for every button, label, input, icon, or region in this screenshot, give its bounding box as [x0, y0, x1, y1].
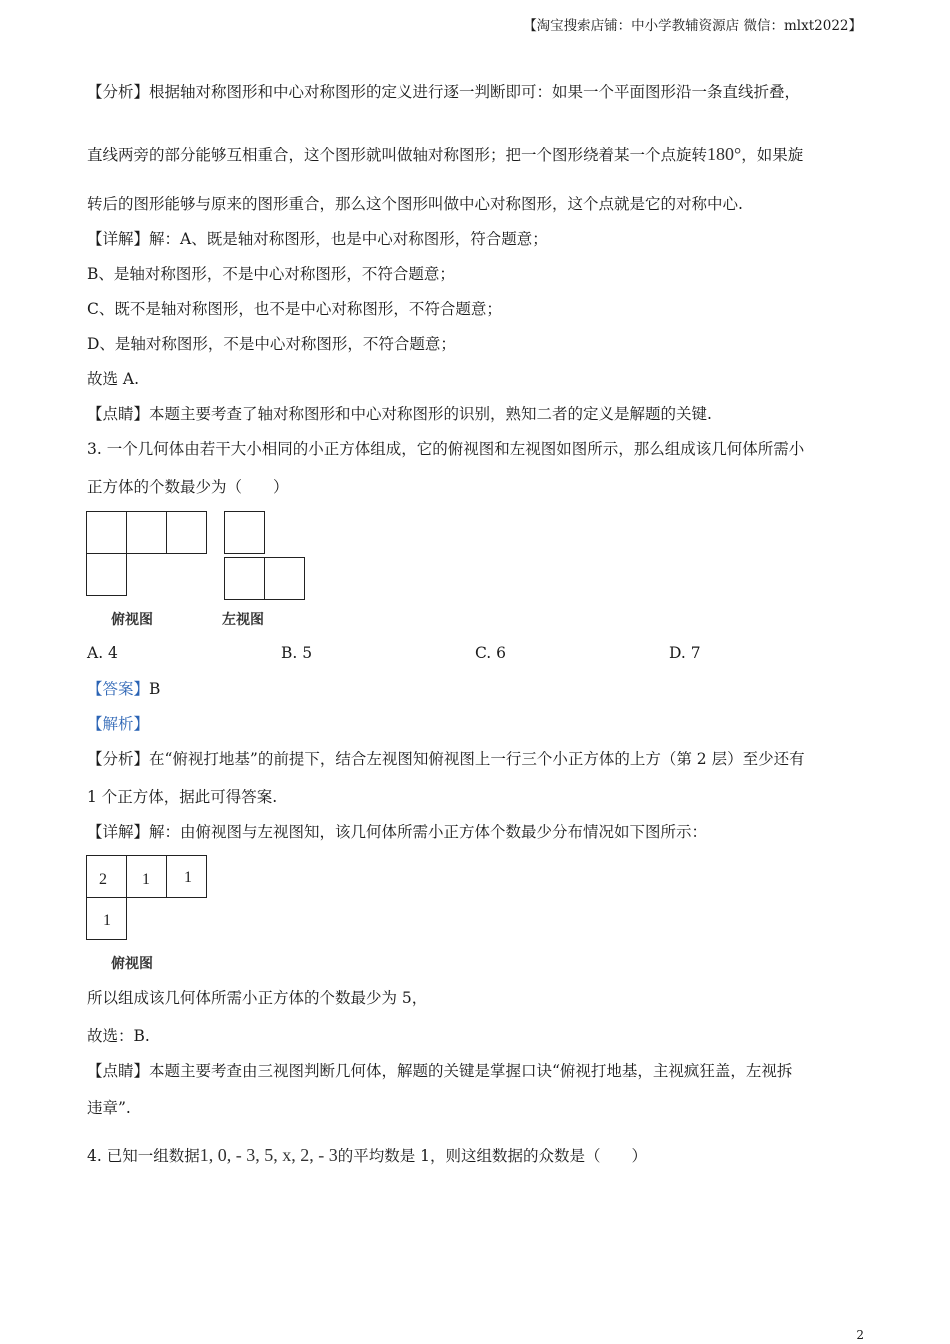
left-view-cell: [224, 511, 265, 554]
option-b: B. 5: [281, 644, 313, 662]
detail2-choose: 故选 A.: [87, 370, 140, 388]
top-view-cell: [166, 511, 207, 554]
cell-number: 1: [103, 912, 111, 929]
detail2-c: C、既不是轴对称图形，也不是中心对称图形，不符合题意；: [87, 300, 502, 318]
top-view-cell: [126, 511, 167, 554]
option-c: C. 6: [475, 644, 507, 662]
detail2-a: 【详解】解：A、既是轴对称图形，也是中心对称图形，符合题意；: [87, 230, 548, 248]
answer-label: 【答案】: [87, 680, 150, 698]
analysis2-line2-text: 直线两旁的部分能够互相重合，这个图形就叫做轴对称图形；把一个图形绕着某一个点旋转: [87, 146, 708, 164]
left-view-cell: [264, 557, 305, 600]
cell-number: 1: [142, 871, 150, 888]
analysis2-line1: 【分析】根据轴对称图形和中心对称图形的定义进行逐一判断即可：如果一个平面图形沿一条直线折叠，: [87, 83, 801, 101]
option-a: A. 4: [87, 644, 118, 662]
page-number: 2: [856, 1328, 864, 1342]
answer-value: B: [149, 680, 161, 698]
cell-number: 2: [99, 871, 107, 888]
detail3: 【详解】解：由俯视图与左视图知，该几何体所需小正方体个数最少分布情况如下图所示：: [87, 823, 708, 841]
question4-before: 4. 已知一组数据: [87, 1147, 200, 1165]
top-view-caption: 俯视图: [111, 612, 153, 628]
page-header: 【淘宝搜索店铺：中小学教辅资源店 微信：mlxt2022】: [523, 18, 862, 34]
analysis3-line2: 1 个正方体，据此可得答案.: [87, 788, 278, 806]
top-view-cell: [86, 511, 127, 554]
detail2-d: D、是轴对称图形，不是中心对称图形，不符合题意；: [87, 335, 456, 353]
left-view-caption: 左视图: [222, 612, 264, 628]
analysis2-line2-tail: ，如果旋: [741, 146, 804, 164]
numbered-top-view-caption: 俯视图: [111, 956, 153, 972]
conclusion3: 所以组成该几何体所需小正方体的个数最少为 5，: [87, 989, 428, 1007]
comment3-line1: 【点睛】本题主要考查由三视图判断几何体，解题的关键是掌握口诀“俯视打地基，主视疯狂盖，左视拆: [87, 1062, 793, 1080]
top-view-cell: [86, 553, 127, 596]
comment3-line2: 违章”.: [87, 1099, 131, 1117]
analysis2-line3: 转后的图形能够与原来的图形重合，那么这个图形叫做中心对称图形，这个点就是它的对称中心.: [87, 195, 743, 213]
question3-line1: 3. 一个几何体由若干大小相同的小正方体组成，它的俯视图和左视图如图所示，那么组成该几何体所需小: [87, 440, 805, 458]
comment2: 【点睛】本题主要考查了轴对称图形和中心对称图形的识别，熟知二者的定义是解题的关键.: [87, 405, 712, 423]
jiexi-label: 【解析】: [87, 715, 150, 733]
choose3: 故选：B.: [87, 1027, 150, 1045]
option-d: D. 7: [669, 644, 701, 662]
question4-data-list: 1, 0, - 3, 5, x, 2, - 3: [199, 1145, 338, 1165]
cell-number: 1: [184, 869, 192, 886]
answer3: [87, 679, 160, 699]
question3-line2: 正方体的个数最少为（ ）: [87, 478, 289, 496]
question4: [87, 1145, 647, 1166]
analysis3-line1: 【分析】在“俯视打地基”的前提下，结合左视图知俯视图上一行三个小正方体的上方（第 2 层）至少还有: [87, 750, 805, 768]
left-view-cell: [224, 557, 265, 600]
analysis2-line2: [87, 144, 803, 165]
angle-180: 180°: [707, 144, 742, 164]
detail2-b: B、是轴对称图形，不是中心对称图形，不符合题意；: [87, 265, 455, 283]
question4-after: 的平均数是 1，则这组数据的众数是（ ）: [337, 1147, 648, 1165]
